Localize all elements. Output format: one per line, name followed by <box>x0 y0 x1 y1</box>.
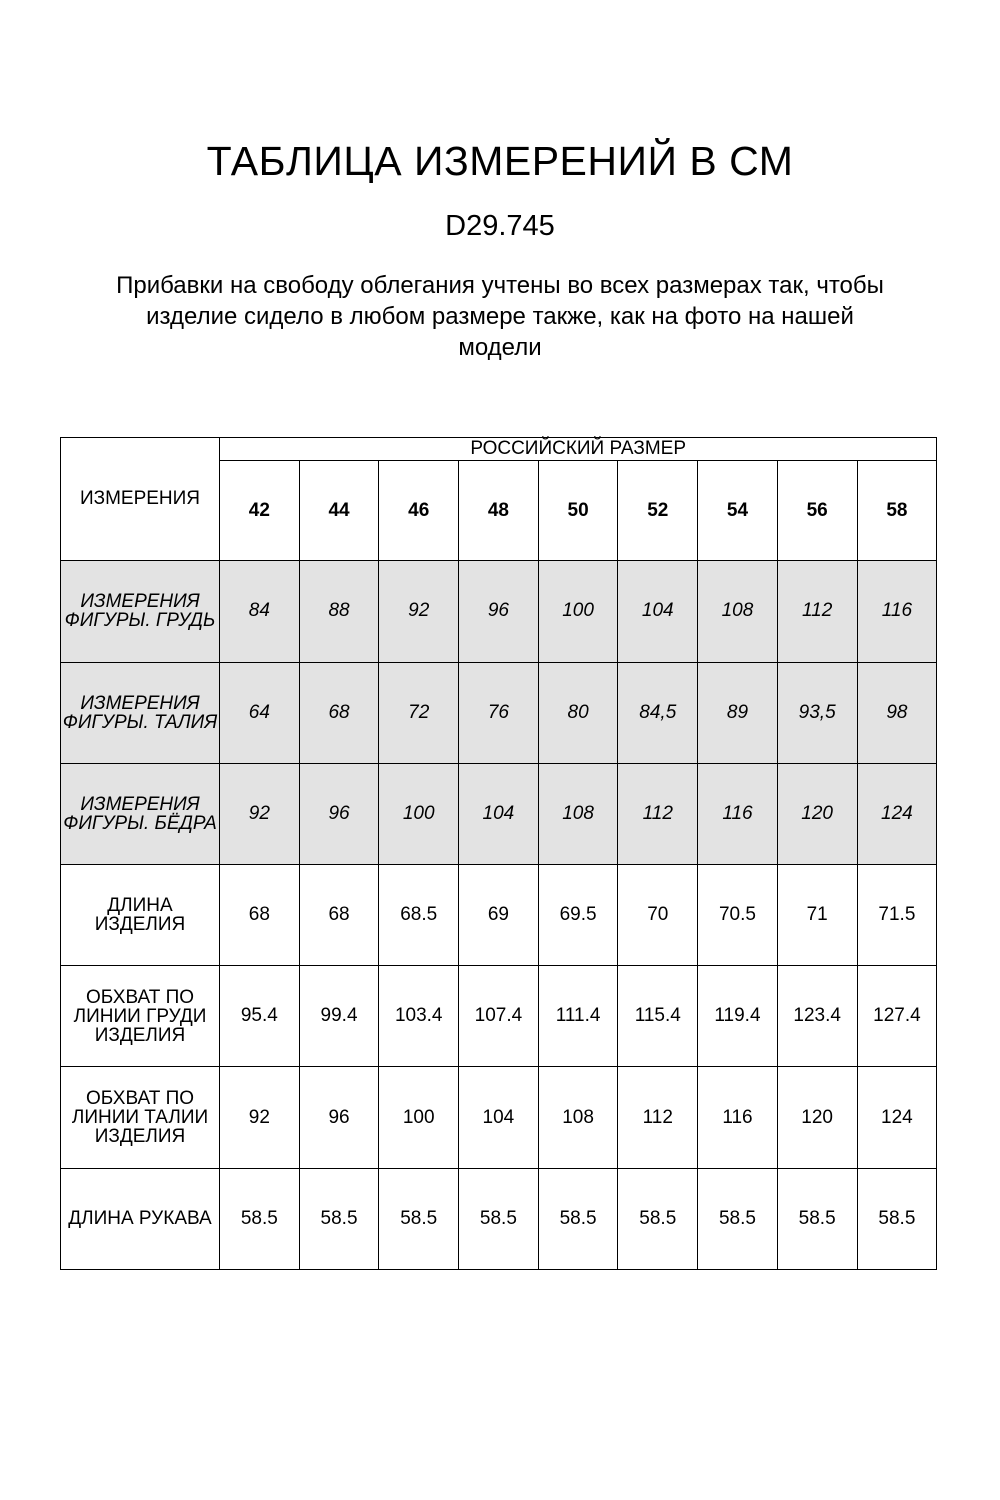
value-cell: 88 <box>299 561 379 662</box>
value-cell: 68 <box>299 864 379 965</box>
value-cell: 104 <box>459 1067 539 1168</box>
corner-label: ИЗМЕРЕНИЯ <box>61 438 220 561</box>
value-cell: 104 <box>618 561 698 662</box>
value-cell: 96 <box>299 1067 379 1168</box>
value-cell: 58.5 <box>538 1168 618 1269</box>
row-label-line: ДЛИНА РУКАВА <box>68 1208 212 1230</box>
value-cell: 92 <box>220 763 300 864</box>
value-cell: 69.5 <box>538 864 618 965</box>
value-cell: 124 <box>857 1067 937 1168</box>
value-cell: 71 <box>777 864 857 965</box>
table-row <box>61 1067 937 1168</box>
product-code: D29.745 <box>445 210 555 242</box>
table-row <box>61 561 937 662</box>
row-label <box>61 763 220 864</box>
value-cell: 84,5 <box>618 662 698 763</box>
value-cell: 120 <box>777 763 857 864</box>
russian-size-header: РОССИЙСКИЙ РАЗМЕР <box>220 438 937 461</box>
value-cell: 80 <box>538 662 618 763</box>
size-header-cell: 54 <box>698 461 778 561</box>
value-cell: 58.5 <box>459 1168 539 1269</box>
row-label-line: ИЗМЕРЕНИЯ <box>80 692 200 714</box>
size-header-cell: 58 <box>857 461 937 561</box>
row-label-line: ИЗМЕРЕНИЯ <box>80 591 200 613</box>
row-label-line: ИЗДЕЛИЯ <box>94 1126 186 1148</box>
value-cell: 103.4 <box>379 966 459 1067</box>
value-cell: 112 <box>618 1067 698 1168</box>
value-cell: 98 <box>857 662 937 763</box>
row-label <box>61 864 220 965</box>
table-row <box>61 763 937 864</box>
value-cell: 84 <box>220 561 300 662</box>
value-cell: 116 <box>698 1067 778 1168</box>
value-cell: 112 <box>618 763 698 864</box>
value-cell: 58.5 <box>379 1168 459 1269</box>
value-cell: 71.5 <box>857 864 937 965</box>
value-cell: 70.5 <box>698 864 778 965</box>
value-cell: 107.4 <box>459 966 539 1067</box>
value-cell: 58.5 <box>299 1168 379 1269</box>
value-cell: 89 <box>698 662 778 763</box>
row-label-line: ЛИНИИ ТАЛИИ <box>71 1107 209 1129</box>
value-cell: 68.5 <box>379 864 459 965</box>
fit-note <box>40 270 960 363</box>
row-label <box>61 561 220 662</box>
row-label-line: ЛИНИИ ГРУДИ <box>73 1005 207 1027</box>
fit-note-line: изделие сидело в любом размере также, как на фото на нашей <box>146 303 854 330</box>
value-cell: 92 <box>220 1067 300 1168</box>
row-label <box>61 966 220 1067</box>
value-cell: 124 <box>857 763 937 864</box>
row-label <box>61 1168 220 1269</box>
table-header-row <box>61 438 937 461</box>
size-header-cell: 44 <box>299 461 379 561</box>
value-cell: 58.5 <box>777 1168 857 1269</box>
row-label-line: ОБХВАТ ПО <box>85 986 195 1008</box>
size-header-cell: 52 <box>618 461 698 561</box>
row-label-line: ИЗДЕЛИЯ <box>94 1024 186 1046</box>
page-title: ТАБЛИЦА ИЗМЕРЕНИЙ В СМ <box>206 138 794 184</box>
value-cell: 68 <box>299 662 379 763</box>
value-cell: 92 <box>379 561 459 662</box>
table-row <box>61 966 937 1067</box>
value-cell: 58.5 <box>698 1168 778 1269</box>
size-header-cell: 56 <box>777 461 857 561</box>
row-label-line: ДЛИНА ИЗДЕЛИЯ <box>94 895 186 936</box>
value-cell: 99.4 <box>299 966 379 1067</box>
row-label-line: ФИГУРЫ. ТАЛИЯ <box>62 711 218 733</box>
value-cell: 100 <box>379 1067 459 1168</box>
value-cell: 108 <box>538 1067 618 1168</box>
value-cell: 100 <box>538 561 618 662</box>
value-cell: 96 <box>299 763 379 864</box>
value-cell: 69 <box>459 864 539 965</box>
value-cell: 95.4 <box>220 966 300 1067</box>
size-header-cell: 48 <box>459 461 539 561</box>
fit-note-line: Прибавки на свободу облегания учтены во всех размерах так, чтобы <box>116 272 884 299</box>
row-label-line: ИЗМЕРЕНИЯ <box>80 793 200 815</box>
row-label-line: ФИГУРЫ. БЁДРА <box>63 812 217 834</box>
value-cell: 111.4 <box>538 966 618 1067</box>
value-cell: 64 <box>220 662 300 763</box>
value-cell: 93,5 <box>777 662 857 763</box>
table-row <box>61 1168 937 1269</box>
size-header-cell: 42 <box>220 461 300 561</box>
value-cell: 127.4 <box>857 966 937 1067</box>
fit-note-line: модели <box>458 334 542 361</box>
value-cell: 76 <box>459 662 539 763</box>
row-label <box>61 662 220 763</box>
value-cell: 123.4 <box>777 966 857 1067</box>
value-cell: 100 <box>379 763 459 864</box>
row-label-line: ФИГУРЫ. ГРУДЬ <box>64 610 216 632</box>
value-cell: 119.4 <box>698 966 778 1067</box>
value-cell: 72 <box>379 662 459 763</box>
value-cell: 96 <box>459 561 539 662</box>
value-cell: 58.5 <box>220 1168 300 1269</box>
value-cell: 58.5 <box>857 1168 937 1269</box>
value-cell: 116 <box>698 763 778 864</box>
value-cell: 108 <box>538 763 618 864</box>
row-label-line: ОБХВАТ ПО <box>85 1088 195 1110</box>
size-table <box>60 437 937 1270</box>
value-cell: 108 <box>698 561 778 662</box>
table-row <box>61 662 937 763</box>
size-header-cell: 46 <box>379 461 459 561</box>
size-header-cell: 50 <box>538 461 618 561</box>
row-label <box>61 1067 220 1168</box>
value-cell: 120 <box>777 1067 857 1168</box>
table-row <box>61 864 937 965</box>
value-cell: 115.4 <box>618 966 698 1067</box>
value-cell: 58.5 <box>618 1168 698 1269</box>
value-cell: 116 <box>857 561 937 662</box>
value-cell: 70 <box>618 864 698 965</box>
value-cell: 104 <box>459 763 539 864</box>
value-cell: 112 <box>777 561 857 662</box>
value-cell: 68 <box>220 864 300 965</box>
